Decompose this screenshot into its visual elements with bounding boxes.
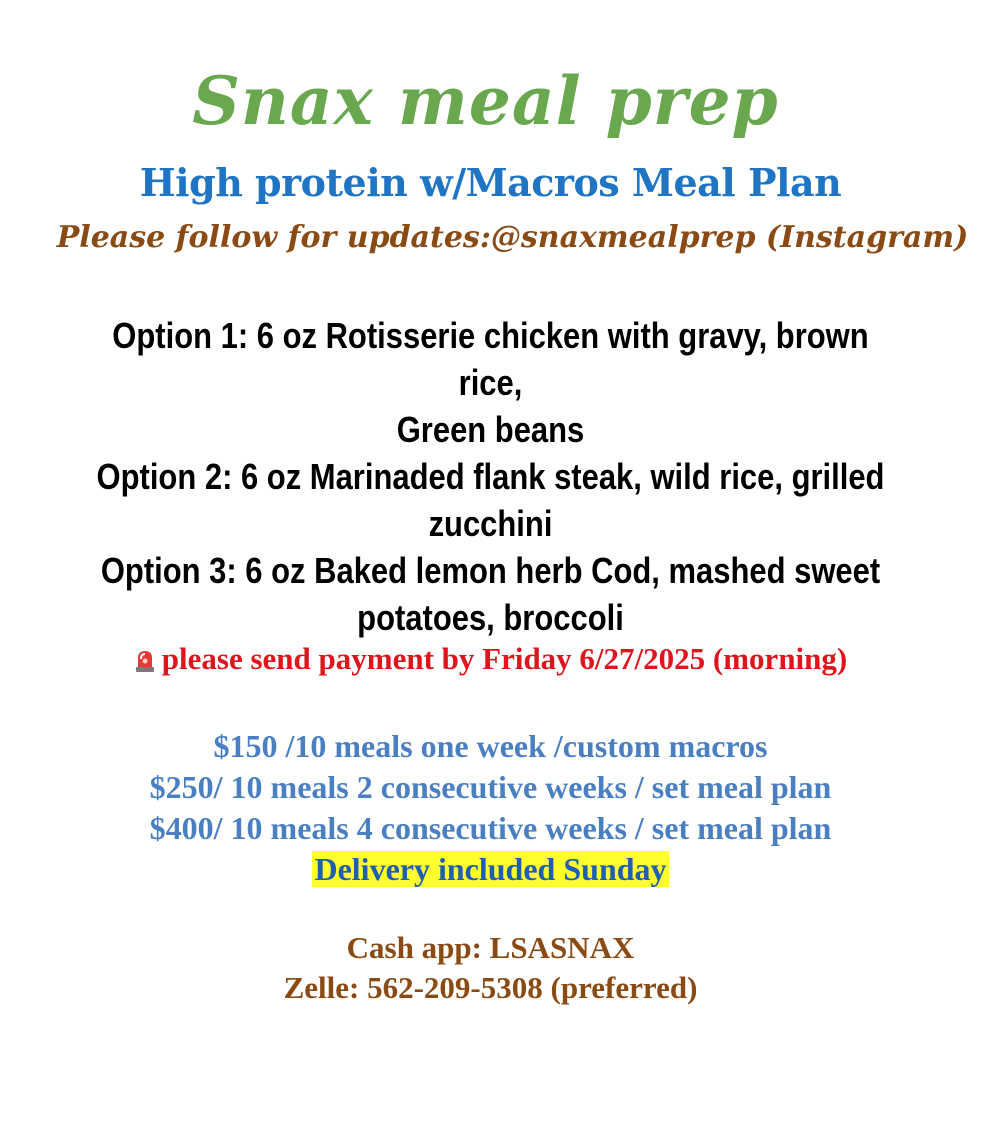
cashapp-handle: Cash app: LSASNAX	[346, 930, 635, 965]
option-2-line-2: zucchini	[428, 503, 553, 544]
price-row-3: $400/ 10 meals 4 consecutive weeks / set meal plan	[149, 810, 832, 846]
payment-deadline-notice	[0, 641, 981, 677]
deadline-text: please send payment by Friday 6/27/2025 (morning)	[161, 641, 848, 676]
price-row-1: $150 /10 meals one week /custom macros	[213, 728, 768, 764]
payment-methods	[0, 928, 981, 1008]
option-2-line-1: Option 2: 6 oz Marinaded flank steak, wild rice, grilled	[96, 456, 885, 497]
brand-title: Snax meal prep	[192, 62, 779, 140]
plan-subtitle: High protein w/Macros Meal Plan	[139, 160, 842, 205]
price-row-2: $250/ 10 meals 2 consecutive weeks / set meal plan	[149, 769, 832, 805]
option-1-line-1: Option 1: 6 oz Rotisserie chicken with gravy, brown rice,	[112, 315, 869, 403]
delivery-highlight: Delivery included Sunday	[314, 851, 667, 887]
option-3-line-1: Option 3: 6 oz Baked lemon herb Cod, mashed sweet	[100, 550, 881, 591]
instagram-follow-note: Please follow for updates:@snaxmealprep (Instagram)	[56, 220, 969, 255]
option-1-line-2: Green beans	[396, 409, 585, 450]
zelle-number: Zelle: 562-209-5308 (preferred)	[283, 970, 698, 1005]
pricing-list	[0, 726, 981, 890]
option-3-line-2: potatoes, broccoli	[357, 597, 624, 638]
siren-icon	[134, 644, 156, 668]
delivery-row	[0, 849, 981, 890]
meal-options	[94, 312, 886, 641]
